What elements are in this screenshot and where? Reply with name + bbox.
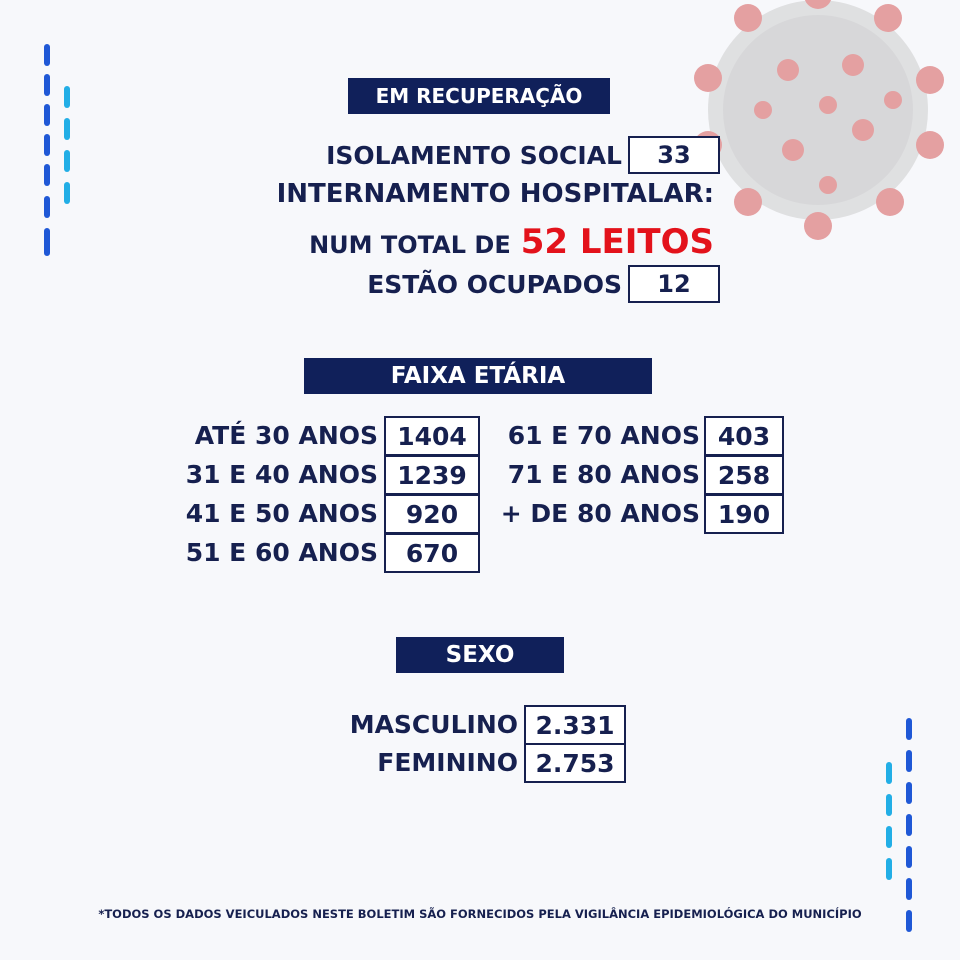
age-label: 31 E 40 ANOS — [185, 460, 378, 489]
sex-value-box: 2.331 — [524, 705, 626, 745]
age-value-box: 920 — [384, 494, 480, 534]
age-label: + DE 80 ANOS — [500, 499, 700, 528]
age-label: 71 E 80 ANOS — [507, 460, 700, 489]
sex-label: MASCULINO — [349, 710, 518, 739]
sex-value-box: 2.753 — [524, 743, 626, 783]
age-label: 61 E 70 ANOS — [507, 421, 700, 450]
hospital-label: INTERNAMENTO HOSPITALAR: — [276, 179, 714, 209]
age-value-box: 403 — [704, 416, 784, 456]
age-label: ATÉ 30 ANOS — [194, 421, 378, 450]
total-beds-prefix: NUM TOTAL DE — [309, 231, 511, 259]
footer-note: *TODOS OS DADOS VEICULADOS NESTE BOLETIM SÃO FORNECIDOS PELA VIGILÂNCIA EPIDEMIOLÓGICA DO MUNICÍPIO — [98, 907, 862, 921]
age-value-box: 1404 — [384, 416, 480, 456]
sex-header: SEXO — [396, 637, 564, 673]
occupied-label: ESTÃO OCUPADOS — [367, 270, 622, 299]
isolation-value-box: 33 — [628, 136, 720, 174]
age-value-box: 1239 — [384, 455, 480, 495]
age-label: 51 E 60 ANOS — [185, 538, 378, 567]
total-beds-value: 52 LEITOS — [520, 222, 714, 262]
recovery-header: EM RECUPERAÇÃO — [348, 78, 610, 114]
age-label: 41 E 50 ANOS — [185, 499, 378, 528]
sex-label: FEMININO — [377, 748, 518, 777]
age-value-box: 190 — [704, 494, 784, 534]
occupied-value-box: 12 — [628, 265, 720, 303]
isolation-label: ISOLAMENTO SOCIAL — [326, 141, 622, 170]
total-beds-line — [309, 222, 714, 262]
age-value-box: 258 — [704, 455, 784, 495]
age-header: FAIXA ETÁRIA — [304, 358, 652, 394]
coronavirus-illustration — [668, 0, 960, 260]
age-value-box: 670 — [384, 533, 480, 573]
